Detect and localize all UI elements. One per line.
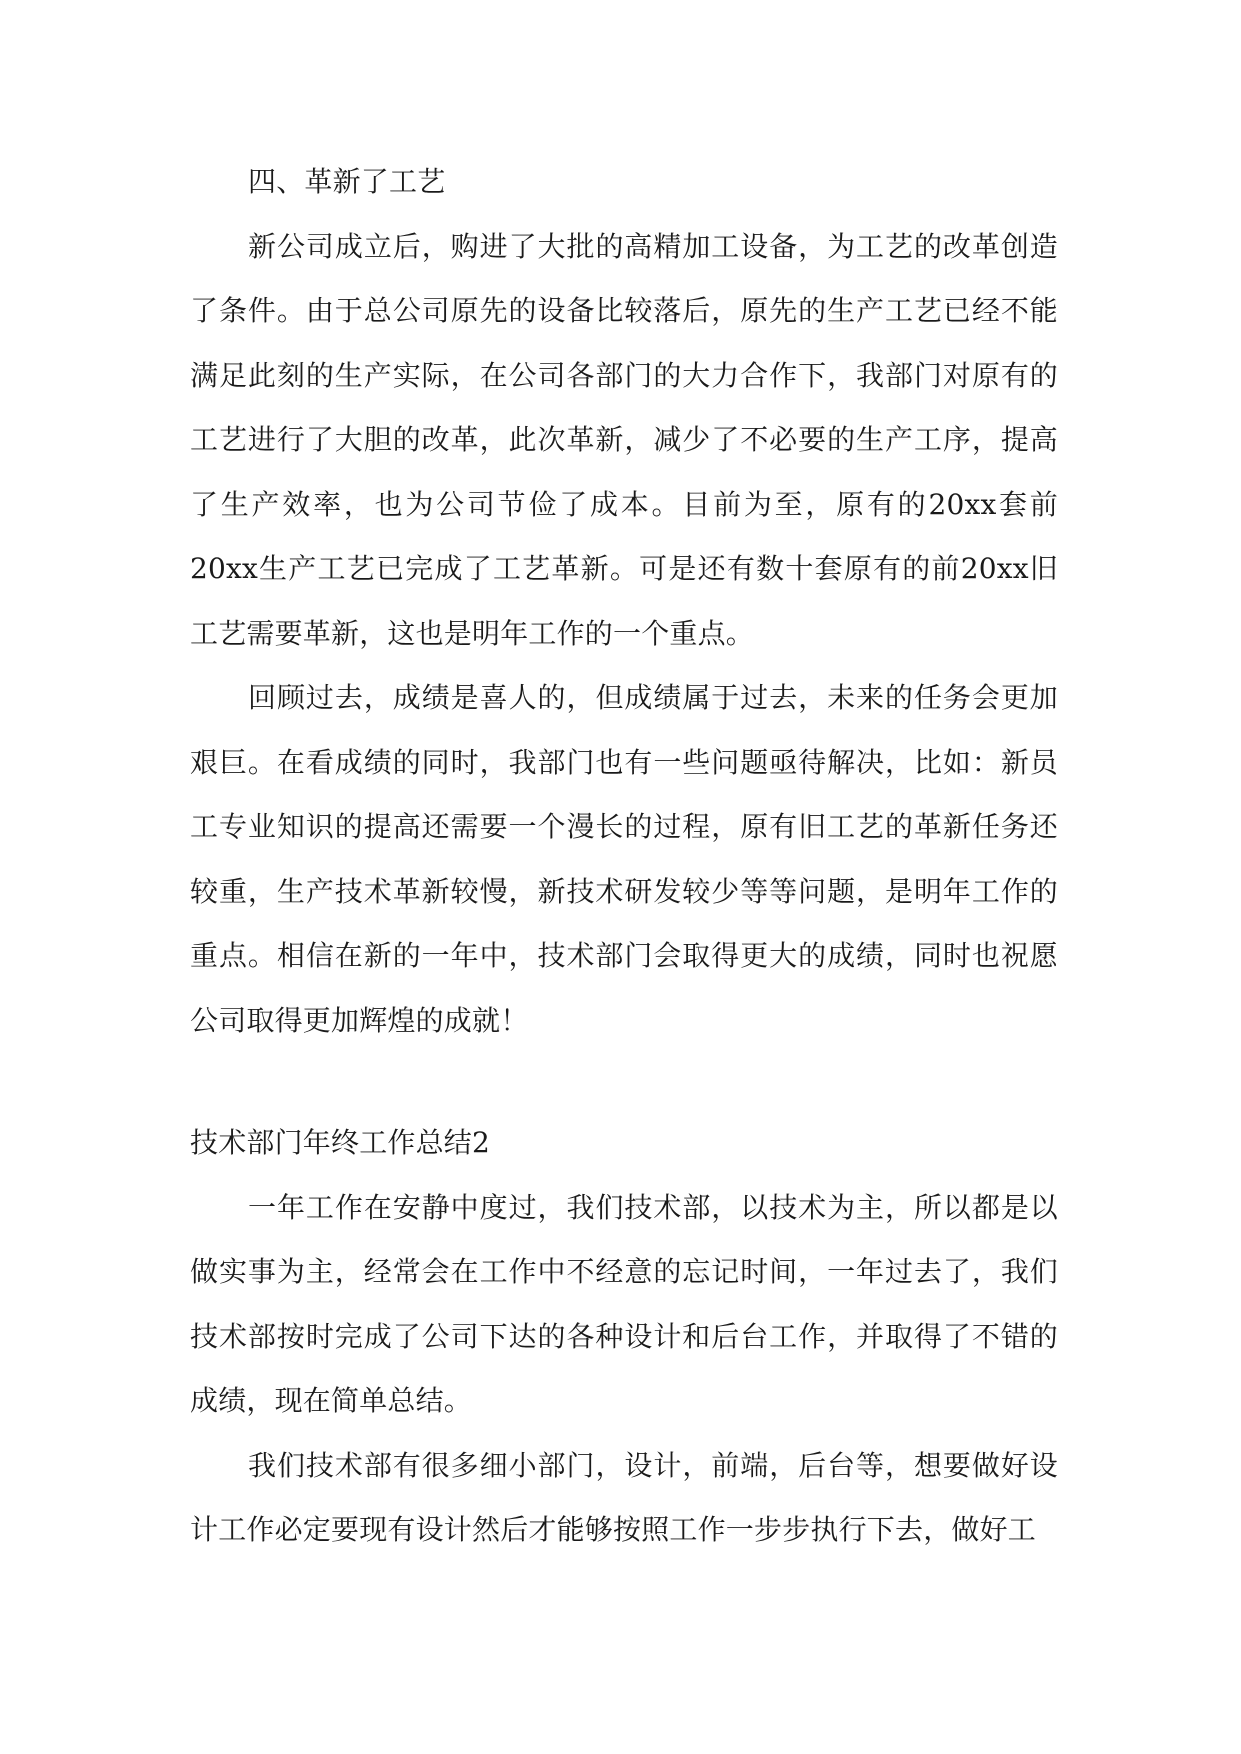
- section-heading: 四、革新了工艺: [248, 165, 446, 198]
- paragraph-departments: 我们技术部有很多细小部门，设计，前端，后台等，想要做好设计工作必定要现有设计然后才能够按照工作一步步执行下去，做好工: [190, 1448, 1058, 1546]
- paragraph-review: 回顾过去，成绩是喜人的，但成绩属于过去，未来的任务会更加艰巨。在看成绩的同时，我部门也有一些问题亟待解决，比如：新员工专业知识的提高还需要一个漫长的过程，原有旧工艺的革新任务还较重，生产技术革新较慢，新技术研发较少等等问题，是明年工作的重点。相信在新的一年中，技术部门会取得更大的成绩，同时也祝愿公司取得更加辉煌的成就！: [190, 681, 1058, 1037]
- document-body: [190, 150, 1058, 1563]
- document-title: 技术部门年终工作总结2: [190, 1126, 491, 1159]
- paragraph-craft-innovation: 新公司成立后，购进了大批的高精加工设备，为工艺的改革创造了条件。由于总公司原先的设备比较落后，原先的生产工艺已经不能满足此刻的生产实际，在公司各部门的大力合作下，我部门对原有的工艺进行了大胆的改革，此次革新，减少了不必要的生产工序，提高了生产效率，也为公司节俭了成本。目前为至，原有的20xx套前20xx生产工艺已完成了工艺革新。可是还有数十套原有的前20xx旧工艺需要革新，这也是明年工作的一个重点。: [190, 229, 1058, 650]
- paragraph-year-summary: 一年工作在安静中度过，我们技术部，以技术为主，所以都是以做实事为主，经常会在工作中不经意的忘记时间，一年过去了，我们技术部按时完成了公司下达的各种设计和后台工作，并取得了不错的成绩，现在简单总结。: [190, 1190, 1058, 1417]
